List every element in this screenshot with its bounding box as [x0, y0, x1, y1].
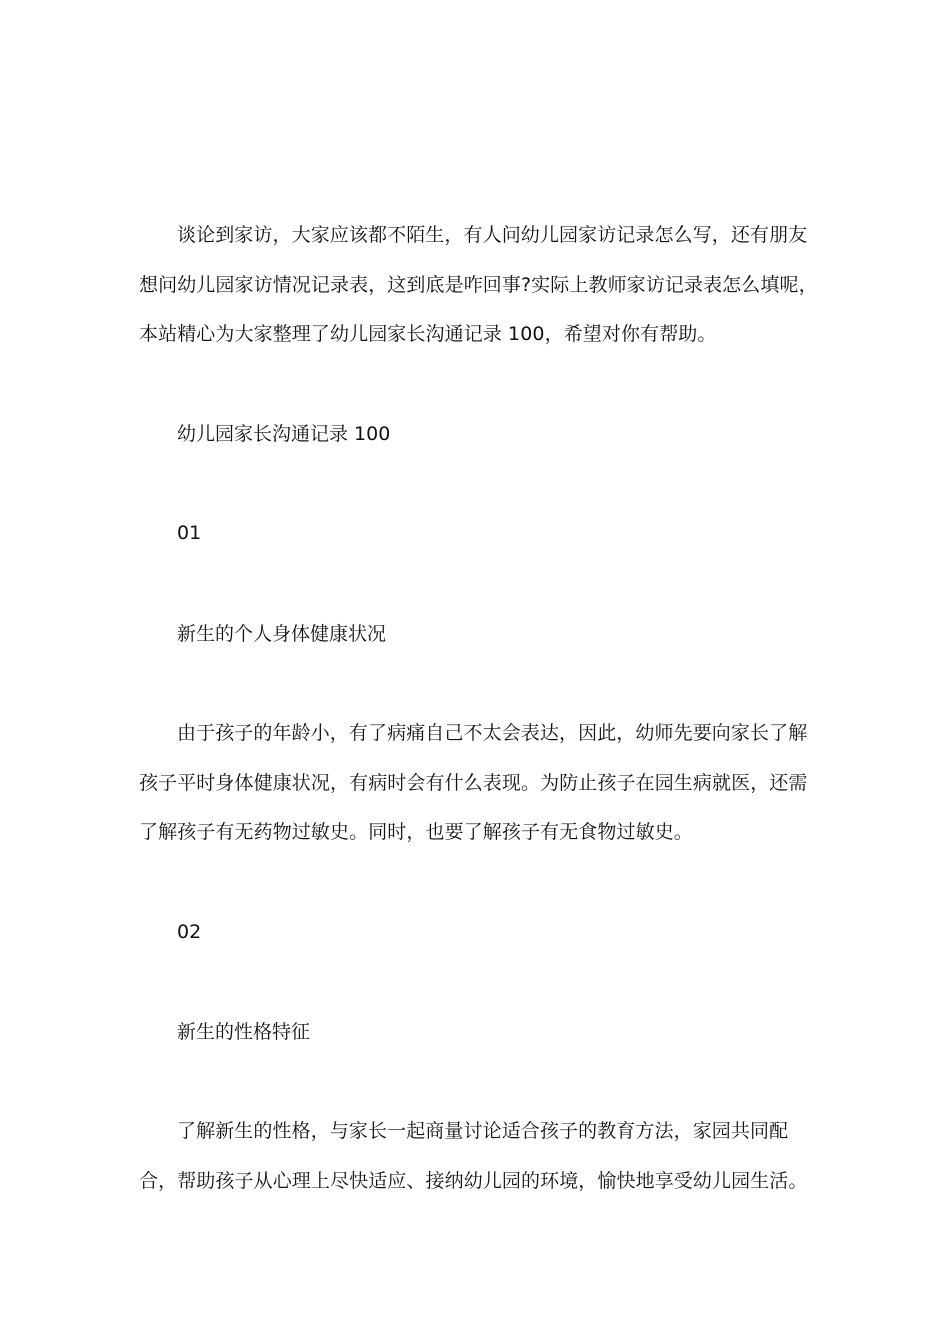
document-title: 幼儿园家长沟通记录 100 [177, 423, 391, 445]
intro-paragraph: 谈论到家访，大家应该都不陌生，有人问幼儿园家访记录怎么写，还有朋友想问幼儿园家访情况记录表，这到底是咋回事?实际上教师家访记录表怎么填呢，本站精心为大家整理了幼儿园家长沟通记录 100，希望对你有帮助。 [139, 224, 818, 345]
section-number: 01 [177, 522, 202, 544]
section-body: 了解新生的性格，与家长一起商量讨论适合孩子的教育方法，家园共同配合，帮助孩子从心理上尽快适应、接纳幼儿园的环境，愉快地享受幼儿园生活。 [139, 1120, 808, 1192]
section-heading: 新生的性格特征 [177, 1021, 311, 1043]
section-body: 由于孩子的年龄小，有了病痛自己不太会表达，因此，幼师先要向家长了解孩子平时身体健康状况，有病时会有什么表现。为防止孩子在园生病就医，还需了解孩子有无药物过敏史。同时，也要了解孩子有无食物过敏史。 [139, 722, 808, 843]
section-number: 02 [177, 921, 202, 943]
section-heading: 新生的个人身体健康状况 [177, 623, 387, 645]
